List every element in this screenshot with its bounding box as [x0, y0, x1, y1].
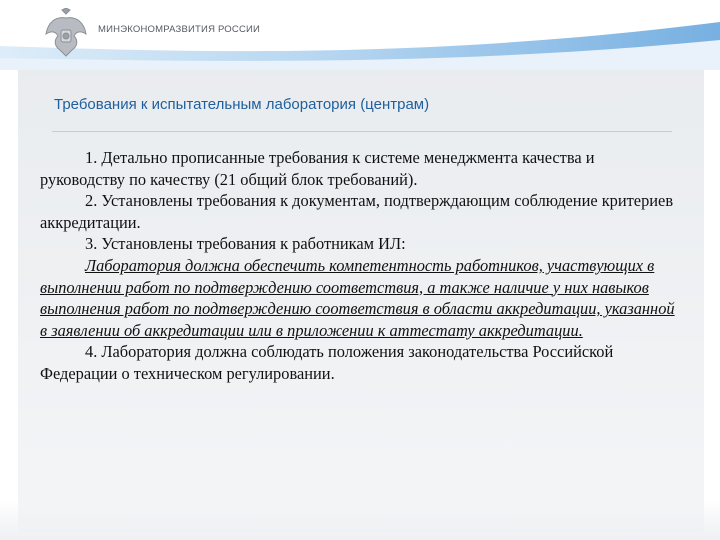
list-item: 3. Установлены требования к работникам ИЛ:: [85, 234, 406, 254]
ministry-name: МИНЭКОНОМРАЗВИТИЯ РОССИИ: [98, 24, 261, 35]
slide-title: Требования к испытательным лаборатория (центрам): [54, 96, 430, 113]
list-item: 2. Установлены требования к документам, подтверждающим соблюдение критериев аккредитации.: [40, 191, 674, 232]
list-item-emphasis: Лаборатория должна обеспечить компетентность работников, участвующих в выполнении работ по подтверждению соответствия, а также наличие у них навыков выполнения работ по подтверждению соответствия в области аккредитации, указанной в заявлении об аккредитации или в приложении к аттестату аккредитации.: [40, 255, 675, 340]
coat-of-arms-icon: [44, 8, 88, 60]
slide-body: [40, 147, 680, 385]
bottom-fade: [0, 500, 720, 540]
header-band: [0, 0, 720, 70]
title-divider: [52, 131, 672, 132]
list-item: 4. Лаборатория должна соблюдать положения законодательства Российской Федерации о техническом регулировании.: [40, 342, 614, 383]
list-item: 1. Детально прописанные требования к системе менеджмента качества и руководству по качеству (21 общий блок требований).: [40, 148, 595, 189]
